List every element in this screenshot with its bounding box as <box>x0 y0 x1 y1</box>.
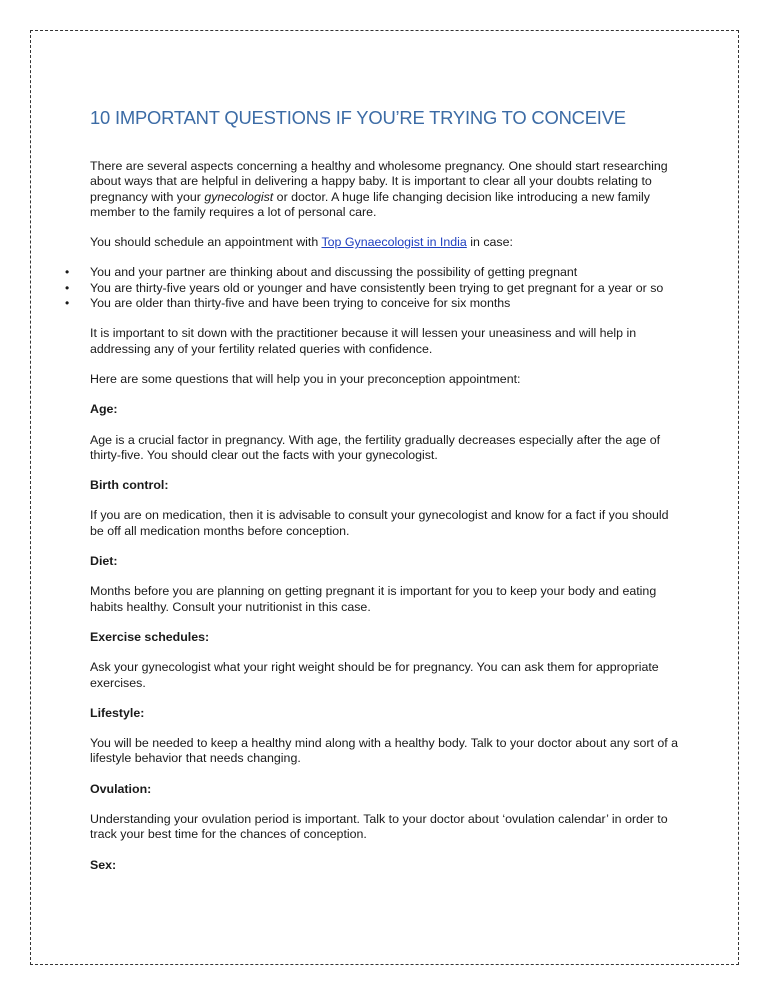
section-body: You will be needed to keep a healthy mind along with a healthy body. Talk to your doctor about any sort of a lifestyle behavior that needs changing. <box>90 736 679 766</box>
list-item-text: You and your partner are thinking about and discussing the possibility of getting pregnant <box>90 265 578 280</box>
appointment-paragraph <box>90 235 680 250</box>
bullet-icon: • <box>65 296 70 311</box>
document-body <box>65 106 680 888</box>
list-item-text: You are older than thirty-five and have been trying to conceive for six months <box>90 296 511 311</box>
list-item <box>65 265 680 280</box>
questions-intro: Here are some questions that will help you in your preconception appointment: <box>90 371 521 386</box>
condition-list <box>65 265 680 311</box>
section-sex <box>90 858 680 873</box>
intro-text-2: or doctor. A huge life changing decision like introducing a new family member to the family requires a lot of personal care. <box>90 189 650 219</box>
section-age <box>90 402 680 463</box>
list-item-text: You are thirty-five years old or younger and have consistently been trying to get pregnant for a year or so <box>90 280 664 295</box>
bullet-icon: • <box>65 265 70 280</box>
section-heading: Lifestyle: <box>90 705 145 720</box>
section-ovulation <box>90 782 680 843</box>
list-item <box>65 280 680 296</box>
bullet-icon: • <box>65 280 70 295</box>
practitioner-paragraph: It is important to sit down with the practitioner because it will lessen your uneasiness and will help in addressing any of your fertility related queries with confidence. <box>90 326 637 356</box>
section-body: Ask your gynecologist what your right weight should be for pregnancy. You can ask them for appropriate exercises. <box>90 660 659 690</box>
document-title: 10 IMPORTANT QUESTIONS IF YOU’RE TRYING TO CONCEIVE <box>90 107 626 128</box>
section-body: If you are on medication, then it is advisable to consult your gynecologist and know for a fact if you should be off all medication months before conception. <box>90 508 669 538</box>
section-diet <box>90 554 680 615</box>
section-heading: Exercise schedules: <box>90 629 210 644</box>
section-heading: Sex: <box>90 857 117 872</box>
top-gynaecologist-link[interactable]: Top Gynaecologist in India <box>321 235 467 250</box>
section-birth-control <box>90 478 680 539</box>
section-heading: Age: <box>90 402 118 417</box>
intro-paragraph <box>90 159 680 220</box>
appointment-after: in case: <box>466 235 513 250</box>
intro-text-1: There are several aspects concerning a healthy and wholesome pregnancy. One should start researching about ways that are helpful in delivering a happy baby. It is important to clear all your doubts relating to pregnancy with your <box>90 159 668 204</box>
section-body: Understanding your ovulation period is important. Talk to your doctor about ‘ovulation calendar’ in order to track your best time for the chances of conception. <box>90 812 668 842</box>
appointment-before: You should schedule an appointment with <box>90 235 322 250</box>
section-lifestyle <box>90 706 680 767</box>
section-body: Age is a crucial factor in pregnancy. With age, the fertility gradually decreases especially after the age of thirty-five. You should clear out the facts with your gynecologist. <box>90 432 661 462</box>
section-body: Months before you are planning on getting pregnant it is important for you to keep your body and eating habits healthy. Consult your nutritionist in this case. <box>90 584 657 614</box>
section-heading: Birth control: <box>90 478 169 493</box>
intro-italic-gynecologist: gynecologist <box>204 189 274 204</box>
section-heading: Diet: <box>90 554 118 569</box>
list-item <box>65 296 680 311</box>
section-exercise <box>90 630 680 691</box>
section-heading: Ovulation: <box>90 781 152 796</box>
